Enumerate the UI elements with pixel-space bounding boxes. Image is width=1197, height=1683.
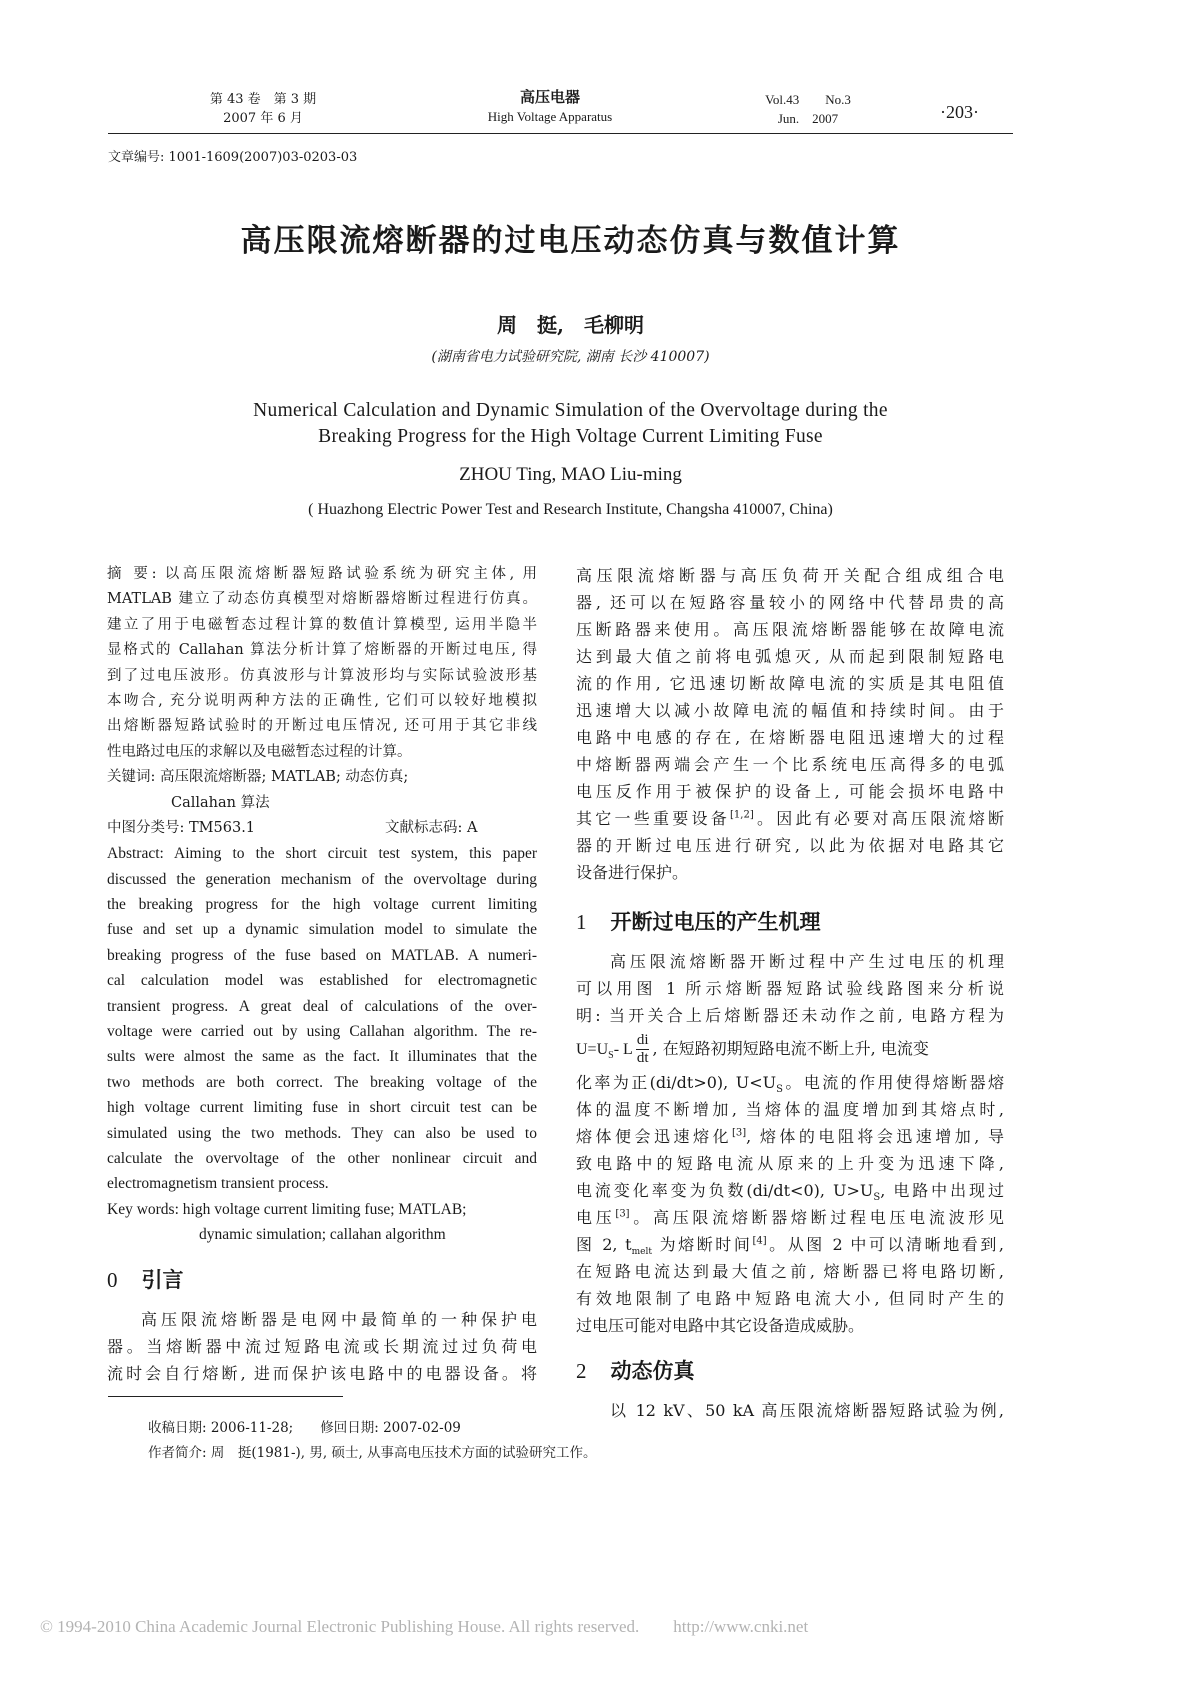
text: 电压 [576,1208,616,1227]
section-1-paragraph [576,948,1004,1029]
title-cn: 高压限流熔断器的过电压动态仿真与数值计算 [240,223,901,259]
clc-number: 中图分类号: TM563.1 [107,819,256,836]
text-line: 摘 要: 以高压限流熔断器短路试验系统为研究主体, 用 [107,566,537,582]
equation-fraction [636,1032,650,1067]
text-line: 建立了用于电磁暂态过程计算的数值计算模型, 运用半隐半 [107,616,537,633]
section-0-title: 引言 [141,1266,184,1292]
paragraph-intro-tail [576,832,1004,886]
citation: [3] [615,1208,630,1220]
affiliation-en: ( Huazhong Electric Power Test and Research Institute, Changsha 410007, China) [308,501,833,518]
text-line: 有效地限制了电路中短路电流大小, 但同时产生的 [576,1289,1004,1308]
s1-line-6: 体的温度不断增加, 当熔体的温度增加到其熔点时, [576,1100,1004,1119]
text-line: 电压反作用于被保护的设备上, 可能会损坏电路中 [576,782,1004,801]
section-2-heading [576,1351,1004,1391]
text-line: 器的开断过电压进行研究, 以此为依据对电路其它 [576,836,1004,855]
footnote-rule [108,1396,343,1397]
text-line: 高压限流熔断器与高压负荷开关配合组成组合电 [576,566,1004,585]
section-1-heading [576,902,1004,942]
text-line: 压断路器来使用。高压限流熔断器能够在故障电流 [576,620,1004,639]
s1-line-7 [576,1123,1004,1150]
text-line: Abstract: Aiming to the short circuit test system, this paper [107,845,537,863]
text-line: 性电路过电压的求解以及电磁暂态过程的计算。 [107,743,412,760]
footnote-author-bio: 作者简介: 周 挺(1981-), 男, 硕士, 从事高电压技术方面的试验研究工作。 [148,1445,597,1461]
text: 。因此有必要对高压限流熔断 [753,809,1004,828]
text-line: 流时会自行熔断, 进而保护该电路中的电器设备。将 [107,1363,537,1383]
s1-line-5 [576,1069,1004,1096]
header-rule [108,133,1013,134]
text: 图 2, t [576,1235,632,1254]
text-line: calculate the overvoltage of the other nonlinear circuit and [107,1149,537,1167]
text-line: cal calculation model was established for electromagnetic [107,972,537,990]
section-1-number: 1 [576,910,587,934]
equation-tail: , 在短路初期短路电流不断上升, 电流变 [652,1039,929,1058]
footnote-received: 收稿日期: 2006-11-28; 修回日期: 2007-02-09 [148,1420,461,1436]
subscript: S [776,1084,783,1096]
journal-en: High Voltage Apparatus [487,109,613,124]
text-line: 中熔断器两端会产生一个比系统电压高得多的电弧 [576,755,1004,774]
classification-row [107,816,537,841]
header-volume-en [748,90,868,128]
section-2-line-1: 以 12 kV、50 kA 高压限流熔断器短路试验为例, [610,1401,1004,1420]
text: 。从图 2 中可以清晰地看到, [766,1235,1004,1254]
citation: [4] [752,1235,767,1247]
keywords-en-cont: dynamic simulation; callahan algorithm [199,1226,446,1244]
section-0-heading [107,1260,537,1300]
text-line: simulated using the two methods. They can also be used to [107,1124,537,1142]
text: 其它一些重要设备 [576,809,731,828]
text-line: the breaking progress for the high voltage current limiting [107,896,537,914]
text-line: voltage were carried out by using Callahan algorithm. The re- [107,1023,537,1041]
authors-cn: 周 挺, 毛柳明 [497,313,644,337]
text-line: high voltage current limiting fuse in short circuit test can be [107,1099,537,1117]
title-en-line-2: Breaking Progress for the High Voltage Current Limiting Fuse [318,426,823,447]
text-line: 明: 当开关合上后熔断器还未动作之前, 电路方程为 [576,1006,1004,1025]
page-number: ·203· [940,102,979,122]
text-line: discussed the generation mechanism of the overvoltage during [107,870,537,888]
text-line: electromagnetism transient process. [107,1175,329,1193]
affiliation-cn: (湖南省电力试验研究院, 湖南 长沙 410007) [431,349,710,365]
text-line: 显格式的 Callahan 算法分析计算了熔断器的开断过电压, 得 [107,642,537,659]
text-line: 高压限流熔断器开断过程中产生过电压的机理 [610,952,1004,971]
abstract-en [107,841,537,1196]
section-1-title: 开断过电压的产生机理 [610,909,821,934]
section-2-number: 2 [576,1359,587,1383]
citation: [1,2] [730,809,754,821]
keywords-en: Key words: high voltage current limiting fuse; MATLAB; [107,1200,467,1218]
date-cn: 2007 年 6 月 [223,111,303,126]
copyright-notice: © 1994-2010 China Academic Journal Electronic Publishing House. All rights reserved. http://www.cnki.net [40,1617,809,1636]
journal-cn: 高压电器 [519,88,580,106]
text-line: 到了过电压波形。仿真波形与计算波形均与实际试验波形基 [107,667,537,684]
text-line: 电路中电感的存在, 在熔断器电阻迅速增大的过程 [576,728,1004,747]
subscript: S [873,1192,881,1204]
equation-lhs: U=U [576,1041,609,1058]
document-code: 文献标志码: A [385,819,478,836]
text-line: two methods are both correct. The breaking voltage of the [107,1073,537,1091]
text-line: breaking progress of the fuse based on MATLAB. A numeri- [107,946,537,964]
text-line: 设备进行保护。 [576,863,689,882]
text: 。高压限流熔断器熔断过程电压电流波形见 [629,1208,1004,1227]
text-line: 达到最大值之前将电弧熄灭, 从而起到限制短路电 [576,647,1004,666]
text-line: fuse and set up a dynamic simulation model to simulate the [107,921,537,939]
authors-en: ZHOU Ting, MAO Liu-ming [459,464,682,485]
text: 电流变化率变为负数(di/dt<0), U>U [576,1181,874,1200]
text: , 电路中出现过 [880,1181,1004,1200]
keywords-cn: 关键词: 高压限流熔断器; MATLAB; 动态仿真; [107,769,409,786]
abstract-cn [107,562,537,765]
section-0-number: 0 [107,1267,118,1292]
title-en-line-1: Numerical Calculation and Dynamic Simulation of the Overvoltage during the [253,400,888,421]
text: , 熔体的电阻将会迅速增加, 导 [746,1127,1004,1146]
introduction-paragraph [107,1306,537,1387]
subscript: melt [631,1247,652,1258]
text-line: 本吻合, 充分说明两种方法的正确性, 它们可以较好地模拟 [107,692,537,709]
text-line: 出熔断器短路试验时的开断过电压情况, 还可用于其它非线 [107,718,537,735]
title-en [108,398,1033,450]
subscript: S [608,1050,614,1062]
volume-cn: 第 43 卷 第 3 期 [209,92,317,107]
text-line: 器, 还可以在短路容量较小的网络中代替昂贵的高 [576,593,1004,612]
text-line: 流的作用, 它迅速切断故障电流的实质是其电阻值 [576,674,1004,693]
right-column [576,562,1004,1424]
text: 为熔断时间 [651,1235,753,1254]
keywords-cn-cont: Callahan 算法 [171,794,270,811]
text-line: 过电压可能对电路中其它设备造成威胁。 [576,1316,865,1335]
equation-mid: - L [613,1041,633,1058]
s1-line-10 [576,1204,1004,1231]
text-line: 高压限流熔断器是电网中最简单的一种保护电 [141,1309,537,1329]
header-volume-cn [188,90,338,128]
para-line-ref [576,805,1004,832]
paragraph-intro-cont [576,562,1004,805]
left-column [107,562,537,1387]
text-line: 可以用图 1 所示熔断器短路试验线路图来分析说 [576,979,1004,998]
journal-name [440,88,660,126]
text-line: 在短路电流达到最大值之前, 熔断器已将电路切断, [576,1262,1004,1281]
text: 。电流的作用使得熔断器熔 [782,1073,1004,1092]
citation: [3] [731,1127,747,1139]
text-line: sults were almost the same as the fact. It illuminates that the [107,1048,537,1066]
volume-en: Vol.43 No.3 [765,92,851,107]
text: 化率为正(di/dt>0), U<U [576,1073,777,1092]
article-number: 文章编号: 1001-1609(2007)03-0203-03 [108,150,358,165]
text-line: 迅速增大以减小故障电流的幅值和持续时间。由于 [576,701,1004,720]
s1-line-8: 致电路中的短路电流从原来的上升变为迅速下降, [576,1154,1004,1173]
date-en: Jun. 2007 [777,111,839,126]
text-line: transient progress. A great deal of calculations of the over- [107,997,537,1015]
text-line: MATLAB 建立了动态仿真模型对熔断器熔断过程进行仿真。 [107,591,537,608]
section-2-title: 动态仿真 [610,1358,695,1383]
equation-line [576,1029,1004,1069]
numerator: di [636,1032,649,1048]
section-1-tail [576,1258,1004,1339]
text: 熔体便会迅速熔化 [576,1127,732,1146]
text-line: 器。当熔断器中流过短路电流或长期流过过负荷电 [107,1336,537,1356]
s1-line-9 [576,1177,1004,1204]
denominator: dt [636,1050,649,1066]
s1-line-11 [576,1231,1004,1258]
